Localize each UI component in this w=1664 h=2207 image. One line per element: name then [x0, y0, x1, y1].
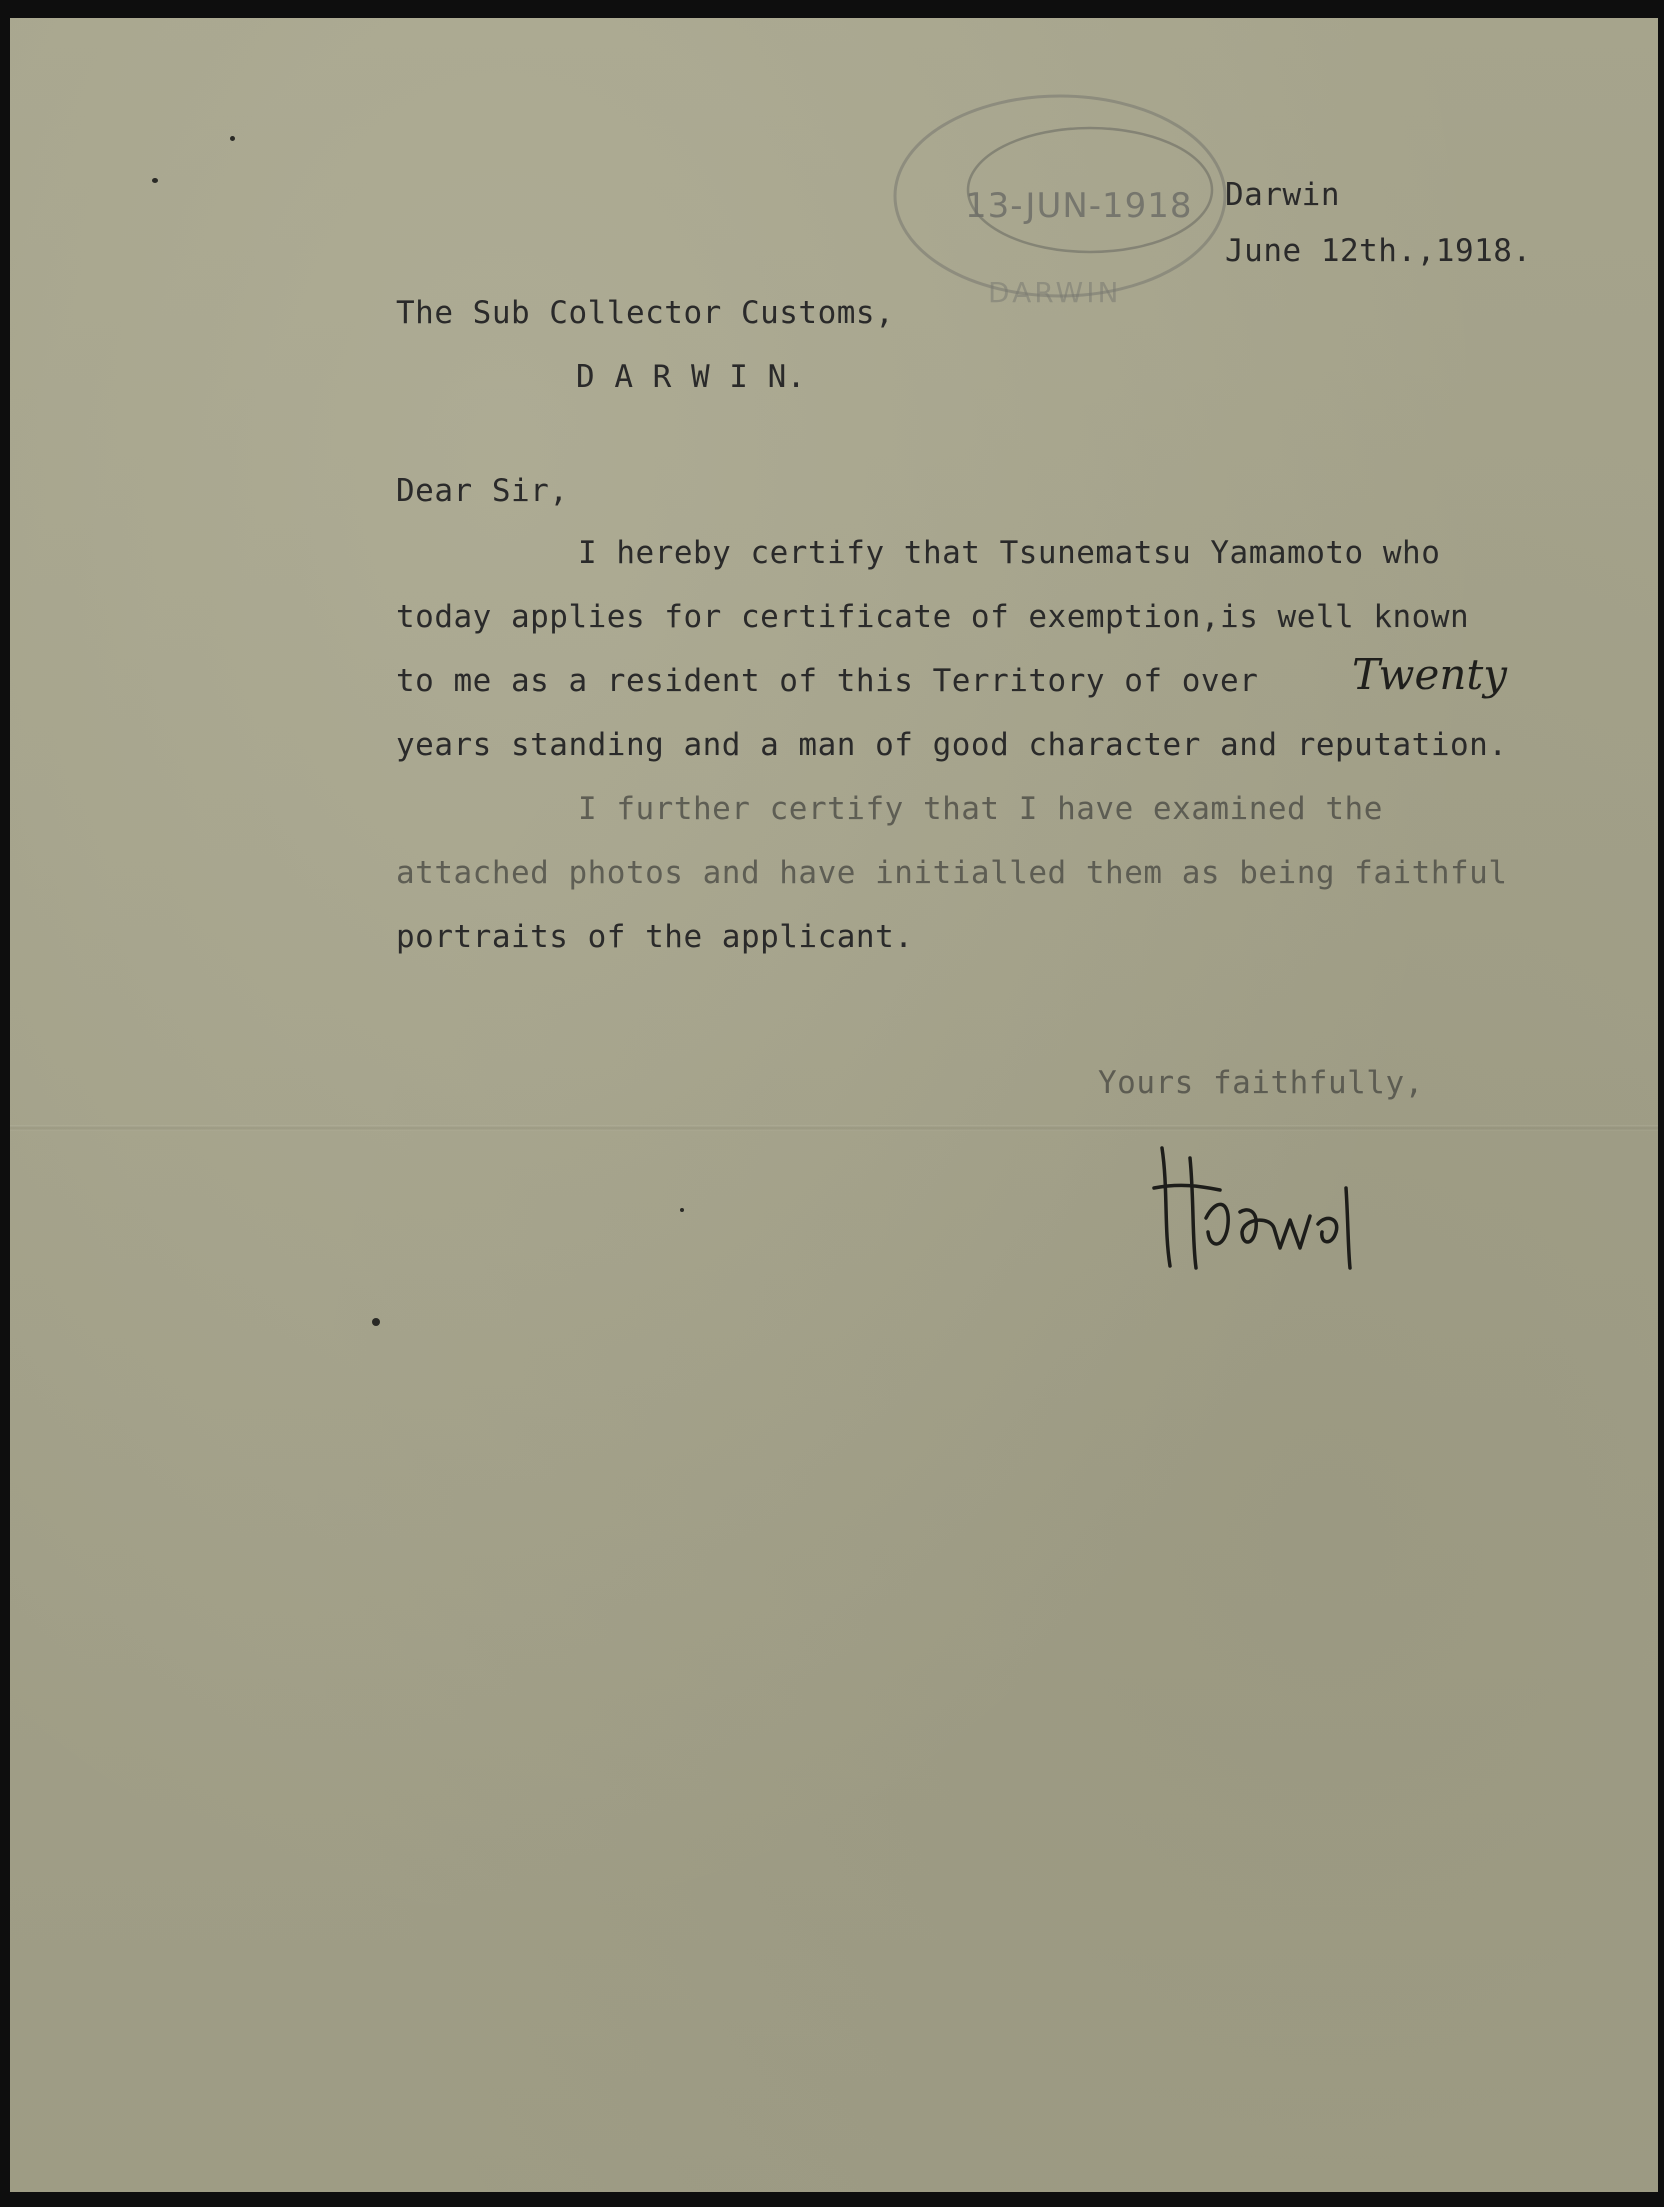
header-place: Darwin — [1225, 177, 1340, 213]
body-line-3: to me as a resident of this Territory of over — [396, 663, 1259, 699]
body-line-5: I further certify that I have examined the — [578, 791, 1383, 827]
stamp-date: 13-JUN-1918 — [965, 186, 1193, 226]
closing: Yours faithfully, — [1098, 1065, 1424, 1101]
stamp-city: DARWIN — [988, 276, 1122, 309]
paper-speck — [230, 136, 235, 141]
body-line-6: attached photos and have initialled them as being faithful — [396, 855, 1508, 891]
paper-speck — [372, 1318, 380, 1326]
paper-speck — [152, 178, 158, 183]
signature — [1150, 1128, 1390, 1278]
paper-speck — [680, 1208, 684, 1212]
body-line-1: I hereby certify that Tsunematsu Yamamoto who — [578, 535, 1441, 571]
body-line-2: today applies for certificate of exemption,is well known — [396, 599, 1470, 635]
body-line-4: years standing and a man of good character and reputation. — [396, 727, 1508, 763]
handwritten-word: Twenty — [1352, 650, 1507, 699]
body-line-7: portraits of the applicant. — [396, 919, 914, 955]
addressee-line-2: D A R W I N. — [576, 359, 806, 395]
addressee-line-1: The Sub Collector Customs, — [396, 295, 895, 331]
letter-page — [10, 18, 1658, 2192]
salutation: Dear Sir, — [396, 473, 569, 509]
header-date: June 12th.,1918. — [1225, 233, 1532, 269]
fold-line — [10, 1125, 1658, 1131]
